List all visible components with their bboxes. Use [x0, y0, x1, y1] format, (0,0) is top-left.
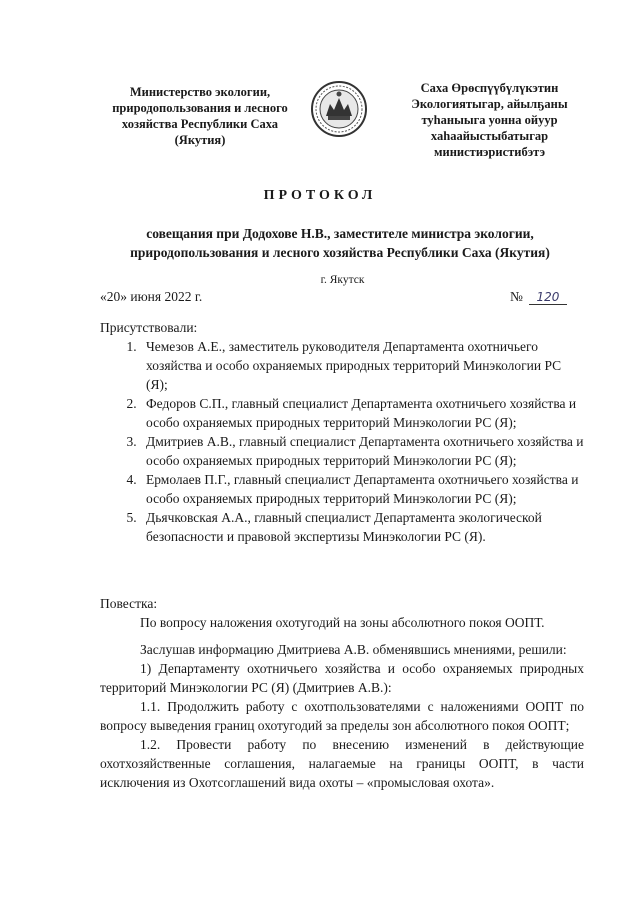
ministry-name-sakha — [402, 80, 577, 160]
document-number — [510, 289, 567, 305]
attendees-heading: Присутствовали: — [100, 320, 198, 335]
agenda-item: По вопросу наложения охотугодий на зоны абсолютного покоя ООПТ. — [140, 615, 545, 630]
number-value: 120 — [529, 290, 567, 305]
document-date: «20» июня 2022 г. — [100, 289, 203, 304]
ministry-line: природопользования и лесного — [112, 101, 288, 115]
ministry-line: Экологиятыгар, айылҕаны — [411, 97, 568, 111]
coat-of-arms-emblem — [310, 80, 368, 138]
ministry-line: министиэристибэтэ — [434, 145, 545, 159]
attendee-item: 1. Чемезов А.Е., заместитель руководителя Департамента охотничьего хозяйства и особо охраняемых природных территорий Минэкологии РС (Я); — [140, 337, 584, 394]
attendee-item: 5. Дьячковская А.А., главный специалист Департамента экологической безопасности и правовой экспертизы Минэкологии РС (Я). — [140, 508, 584, 546]
attendee-item: 3. Дмитриев А.В., главный специалист Департамента охотничьего хозяйства и особо охраняемых природных территорий Минэкологии РС (Я); — [140, 432, 584, 470]
attendees-section — [100, 318, 584, 546]
ministry-line: Министерство экологии, — [129, 85, 271, 99]
ministry-line: хозяйства Республики Саха — [121, 117, 279, 131]
ministry-line: (Якутия) — [174, 133, 226, 147]
decision-intro: Заслушав информацию Дмитриева А.В. обменявшись мнениями, решили: — [140, 642, 567, 657]
attendee-item: 2. Федоров С.П., главный специалист Департамента охотничьего хозяйства и особо охраняемых природных территорий Минэкологии РС (Я); — [140, 394, 584, 432]
decision-item-1-1: 1.1. Продолжить работу с охотпользователями с наложениями ООПТ по вопросу выведения границ охотугодий за пределы зон абсолютного покоя ООПТ; — [100, 699, 584, 733]
attendee-item: 4. Ермолаев П.Г., главный специалист Департамента охотничьего хозяйства и особо охраняемых природных территорий Минэкологии РС (Я); — [140, 470, 584, 508]
decision-item-1: 1) Департаменту охотничьего хозяйства и особо охраняемых природных территорий Минэкологии РС (Я) (Дмитриев А.В.): — [100, 661, 584, 695]
document-subject: совещания при Додохове Н.В., заместителе министра экологии, природопользования и лесного хозяйства Республики Саха (Якутия) — [130, 226, 550, 260]
ministry-name-russian — [100, 84, 300, 148]
decision-section — [100, 640, 584, 792]
ministry-line: Саха Өрөспүүбүлүкэтин — [420, 81, 559, 95]
agenda-heading: Повестка: — [100, 596, 158, 611]
ministry-line: хаһаайыстыбатыгар — [430, 129, 549, 143]
attendees-list — [100, 337, 584, 546]
number-label: № — [510, 289, 523, 304]
agenda-section — [100, 594, 584, 632]
city: г. Якутск — [320, 274, 365, 286]
decision-item-1-2: 1.2. Провести работу по внесению изменений в действующие охотхозяйственные соглашения, налагаемые на границы ООПТ, в части исключения из Охотсоглашений вида охоты – «промысловая охота». — [100, 737, 584, 790]
ministry-line: туһаныыга уонна ойуур — [421, 113, 558, 127]
document-title: ПРОТОКОЛ — [263, 188, 377, 203]
